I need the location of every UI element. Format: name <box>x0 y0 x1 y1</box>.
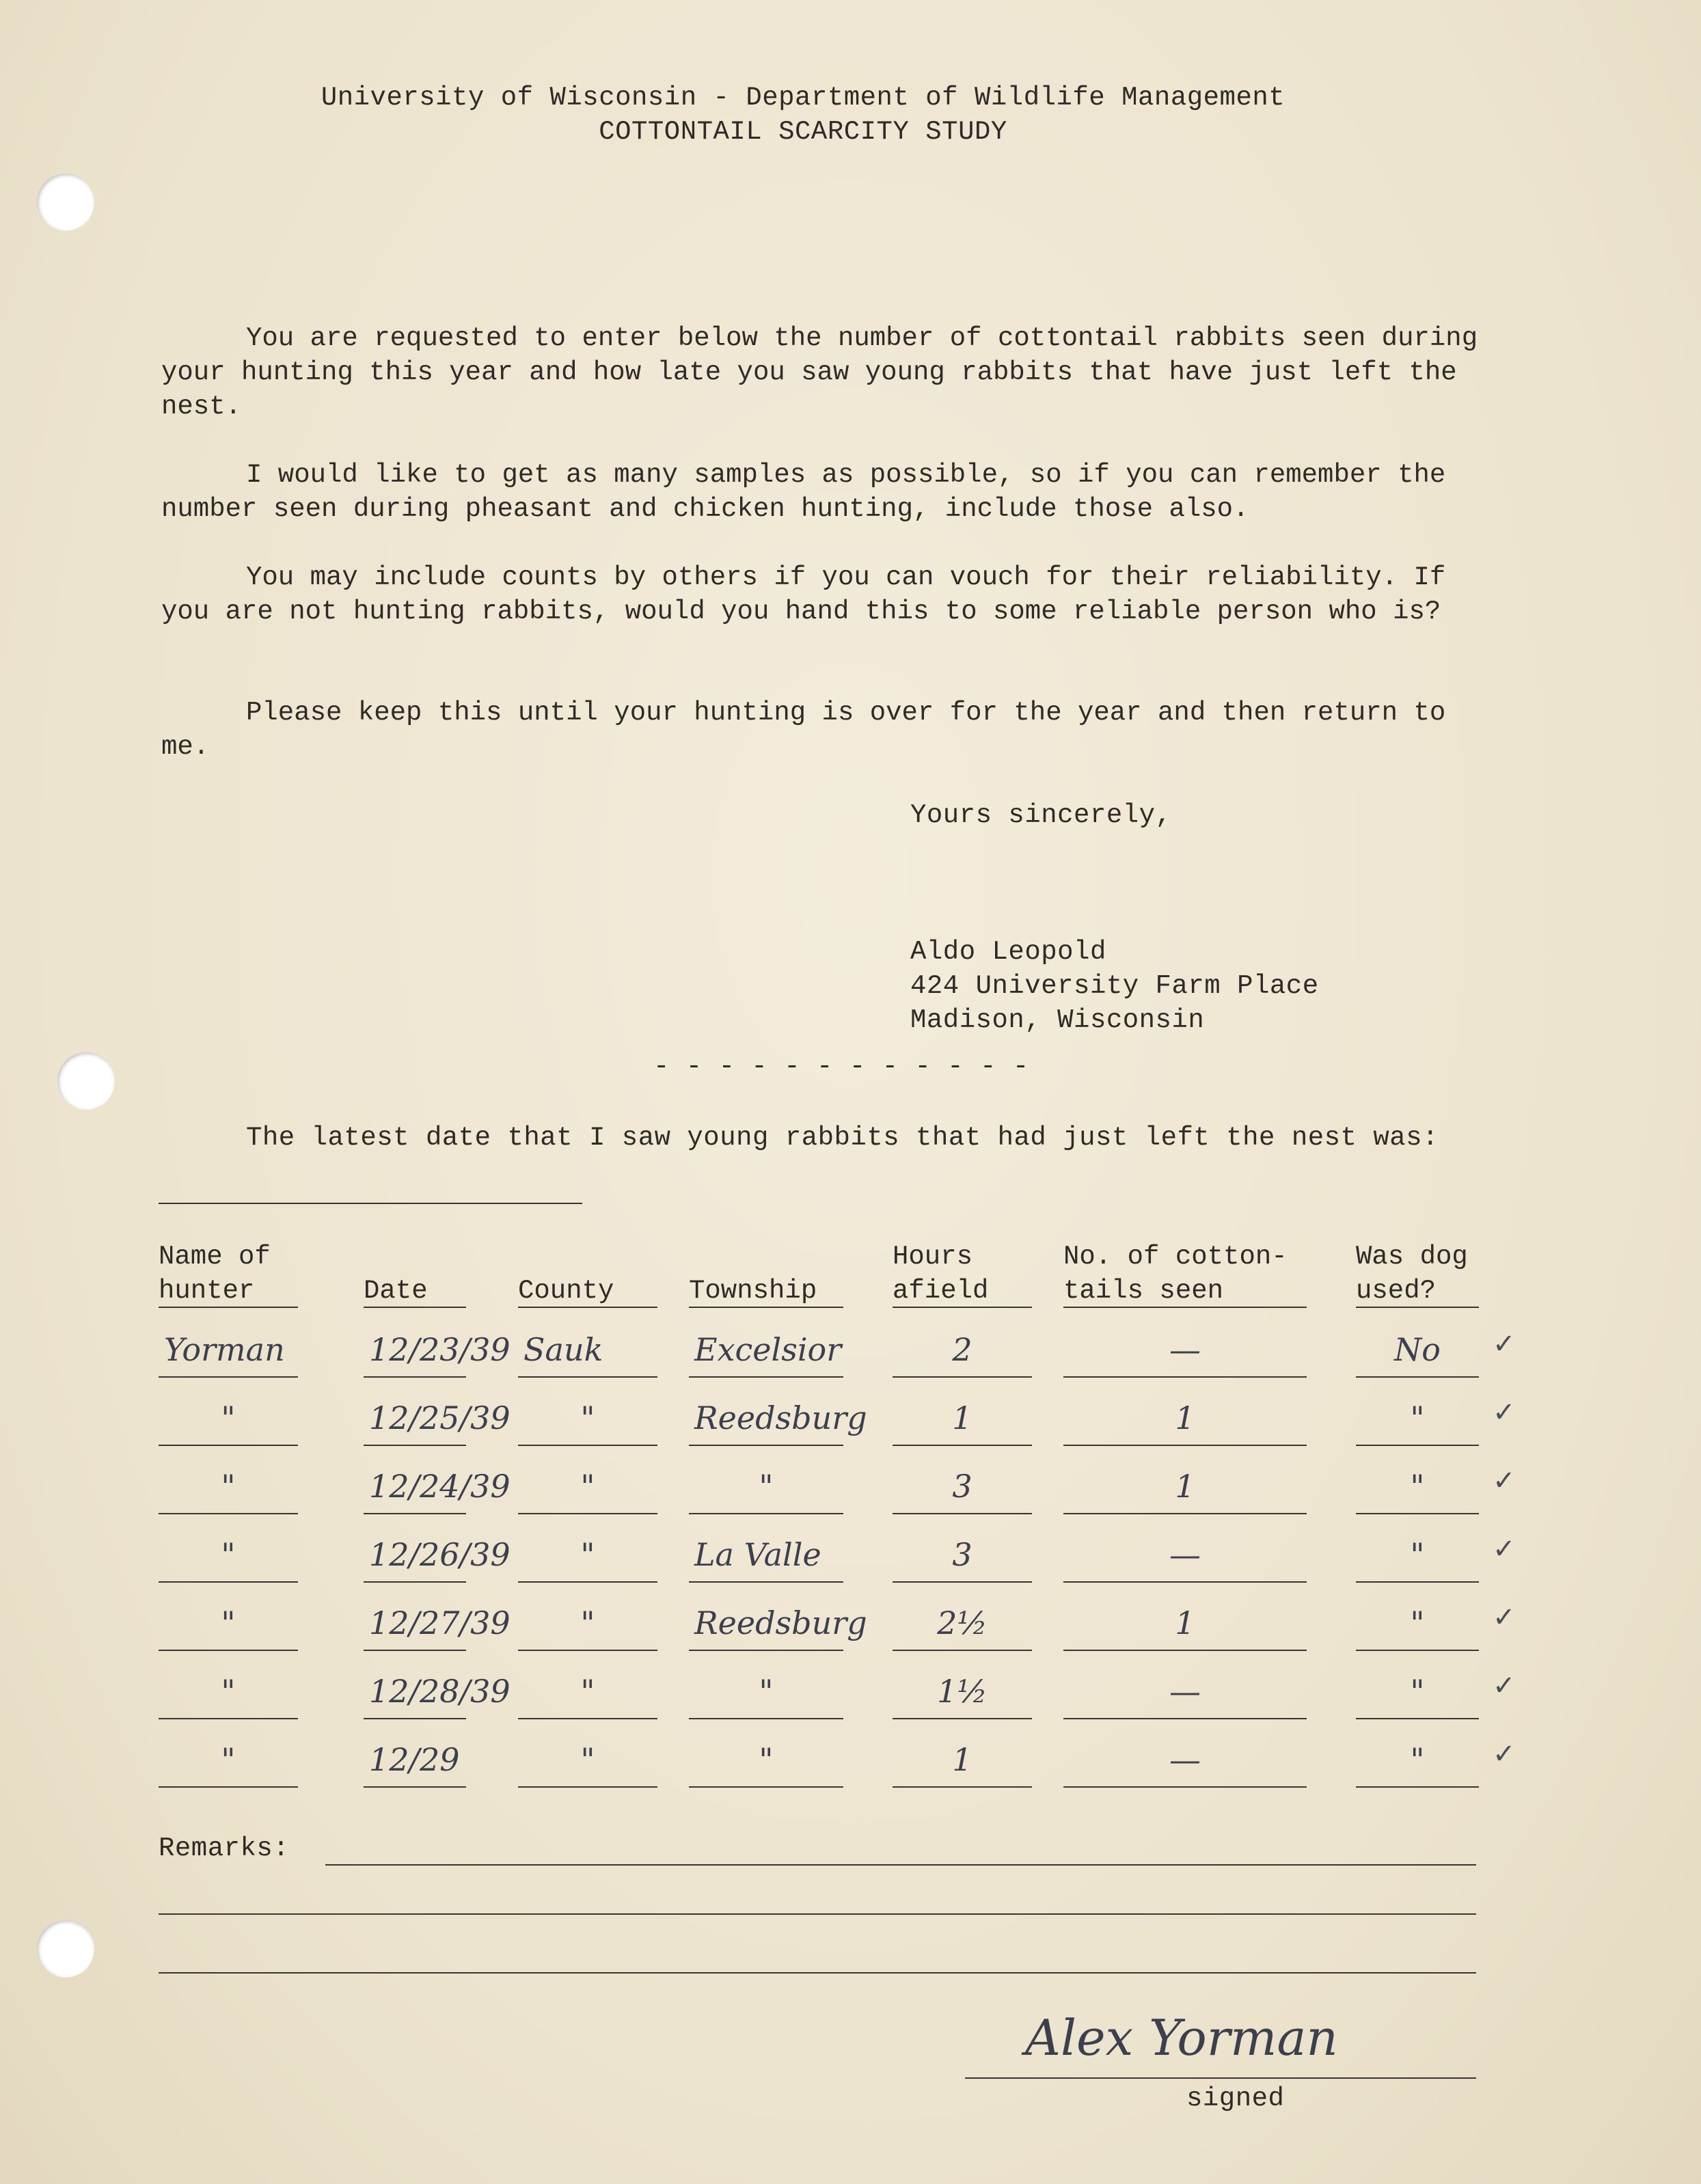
row-line[interactable] <box>689 1786 843 1788</box>
letter-paragraph-1: You are requested to enter below the number of cottontail rabbits seen during your hunting this year and how late you saw young rabbits that have just left the nest. <box>161 323 1478 422</box>
row-line[interactable] <box>1063 1650 1307 1651</box>
letter-paragraph-2: I would like to get as many samples as possible, so if you can remember the number seen during pheasant and chicken hunting, include those also. <box>161 460 1446 524</box>
row-line[interactable] <box>159 1445 298 1446</box>
col-header-dog: Was dog used? <box>1356 1242 1468 1306</box>
signed-label: signed <box>1186 2084 1285 2114</box>
cell-cottontails-seen: 1 <box>1175 1468 1195 1505</box>
col-header-hours: Hours afield <box>893 1242 989 1306</box>
cell-cottontails-seen: 1 <box>1175 1400 1195 1436</box>
cell-township: Excelsior <box>694 1331 842 1368</box>
cell-date: 12/25/39 <box>369 1400 511 1436</box>
row-line[interactable] <box>689 1445 843 1446</box>
cell-county: " <box>580 1741 595 1778</box>
row-line[interactable] <box>893 1445 1032 1446</box>
row-line[interactable] <box>364 1581 466 1583</box>
cell-county: Sauk <box>523 1331 603 1368</box>
cell-hunter-name: " <box>221 1673 236 1710</box>
cell-hours-afield: 2 <box>952 1331 972 1368</box>
letter-paragraph-3: You may include counts by others if you can vouch for their reliability. If you are not hunting rabbits, would you hand this to some reliable person who is? <box>161 562 1446 627</box>
row-line[interactable] <box>689 1650 843 1651</box>
row-line[interactable] <box>159 1718 298 1719</box>
row-line[interactable] <box>518 1445 657 1446</box>
cell-dog-used: " <box>1410 1605 1425 1641</box>
row-line[interactable] <box>1356 1650 1479 1651</box>
row-line[interactable] <box>689 1513 843 1514</box>
row-line[interactable] <box>364 1718 466 1719</box>
cell-hours-afield: 3 <box>952 1468 972 1505</box>
punch-hole-top <box>37 174 94 231</box>
row-line[interactable] <box>1356 1581 1479 1583</box>
cell-township: " <box>759 1673 774 1710</box>
cell-hunter-name: " <box>221 1741 236 1778</box>
cell-township: " <box>759 1468 774 1505</box>
tally-check-icon: ✓ <box>1493 1738 1516 1770</box>
row-line[interactable] <box>1356 1445 1479 1446</box>
row-line[interactable] <box>364 1445 466 1446</box>
cell-county: " <box>580 1673 595 1710</box>
cell-dog-used: No <box>1394 1331 1441 1368</box>
col-header-cottontails: No. of cotton- tails seen <box>1063 1242 1288 1306</box>
tally-check-icon: ✓ <box>1493 1465 1516 1497</box>
col-header-township: Township <box>689 1276 817 1306</box>
study-title: COTTONTAIL SCARCITY STUDY <box>599 117 1007 147</box>
signer-name: Aldo Leopold <box>910 937 1106 967</box>
row-line[interactable] <box>159 1786 298 1788</box>
cell-township: " <box>759 1741 774 1778</box>
cell-hours-afield: 3 <box>952 1536 972 1573</box>
cell-hunter-name: " <box>221 1400 236 1436</box>
row-line[interactable] <box>518 1786 657 1788</box>
tally-check-icon: ✓ <box>1493 1602 1516 1633</box>
row-line[interactable] <box>518 1581 657 1583</box>
latest-date-prompt: The latest date that I saw young rabbits that had just left the nest was: <box>246 1123 1439 1153</box>
cell-cottontails-seen: — <box>1169 1536 1201 1573</box>
row-line[interactable] <box>518 1376 657 1378</box>
row-line[interactable] <box>364 1513 466 1514</box>
row-line[interactable] <box>1063 1581 1307 1583</box>
cell-dog-used: " <box>1410 1673 1425 1710</box>
cell-dog-used: " <box>1410 1400 1425 1436</box>
header-underline <box>1063 1307 1307 1308</box>
cell-hunter-name: " <box>221 1536 236 1573</box>
col-header-county: County <box>518 1276 614 1306</box>
signer-address-line2: Madison, Wisconsin <box>910 1005 1205 1035</box>
row-line[interactable] <box>159 1650 298 1651</box>
row-line[interactable] <box>1356 1718 1479 1719</box>
row-line[interactable] <box>893 1581 1032 1583</box>
cell-hours-afield: 1½ <box>937 1673 988 1710</box>
header-underline <box>689 1307 843 1308</box>
cell-date: 12/23/39 <box>369 1331 511 1368</box>
signature-line[interactable] <box>965 2077 1476 2079</box>
row-line[interactable] <box>1063 1445 1307 1446</box>
letter-closing: Yours sincerely, <box>910 800 1172 830</box>
cell-date: 12/28/39 <box>369 1673 511 1710</box>
cell-township: Reedsburg <box>694 1605 867 1641</box>
row-line[interactable] <box>1063 1718 1307 1719</box>
row-line[interactable] <box>518 1718 657 1719</box>
remarks-label: Remarks: <box>159 1833 290 1864</box>
punch-hole-bottom <box>37 1920 94 1978</box>
row-line[interactable] <box>1063 1376 1307 1378</box>
cell-hours-afield: 2½ <box>937 1605 988 1641</box>
cell-township: Reedsburg <box>694 1400 867 1436</box>
row-line[interactable] <box>893 1376 1032 1378</box>
row-line[interactable] <box>1063 1513 1307 1514</box>
tally-check-icon: ✓ <box>1493 1328 1516 1360</box>
row-line[interactable] <box>159 1581 298 1583</box>
row-line[interactable] <box>364 1650 466 1651</box>
latest-date-field[interactable] <box>159 1203 582 1204</box>
row-line[interactable] <box>893 1718 1032 1719</box>
cell-hours-afield: 1 <box>952 1741 972 1778</box>
section-divider: - - - - - - - - - - - - <box>653 1052 1029 1082</box>
row-line[interactable] <box>1356 1786 1479 1788</box>
tally-check-icon: ✓ <box>1493 1533 1516 1565</box>
col-header-date: Date <box>364 1276 428 1306</box>
cell-township: La Valle <box>694 1536 821 1573</box>
cell-hunter-name: Yorman <box>164 1331 285 1368</box>
remarks-line-2[interactable] <box>159 1913 1476 1915</box>
row-line[interactable] <box>893 1786 1032 1788</box>
header-underline <box>1356 1307 1479 1308</box>
cell-county: " <box>580 1468 595 1505</box>
header-underline <box>364 1307 466 1308</box>
cell-hours-afield: 1 <box>952 1400 972 1436</box>
hunter-signature: Alex Yorman <box>1025 2009 1338 2066</box>
cell-cottontails-seen: — <box>1169 1331 1201 1368</box>
remarks-line-3[interactable] <box>159 1972 1476 1974</box>
cell-date: 12/29 <box>369 1741 460 1778</box>
punch-hole-middle <box>57 1052 115 1110</box>
row-line[interactable] <box>1356 1376 1479 1378</box>
col-header-name: Name of hunter <box>159 1242 271 1306</box>
row-line[interactable] <box>689 1581 843 1583</box>
institution-heading: University of Wisconsin - Department of Wildlife Management <box>321 83 1285 113</box>
tally-check-icon: ✓ <box>1493 1670 1516 1702</box>
row-line[interactable] <box>1063 1786 1307 1788</box>
row-line[interactable] <box>518 1513 657 1514</box>
cell-cottontails-seen: — <box>1169 1741 1201 1778</box>
letter-paragraph-4: Please keep this until your hunting is over for the year and then return to me. <box>161 698 1446 762</box>
cell-county: " <box>580 1536 595 1573</box>
row-line[interactable] <box>689 1718 843 1719</box>
row-line[interactable] <box>893 1513 1032 1514</box>
cell-county: " <box>580 1605 595 1641</box>
cell-dog-used: " <box>1410 1468 1425 1505</box>
cell-date: 12/26/39 <box>369 1536 511 1573</box>
cell-hunter-name: " <box>221 1468 236 1505</box>
cell-county: " <box>580 1400 595 1436</box>
tally-check-icon: ✓ <box>1493 1397 1516 1428</box>
row-line[interactable] <box>893 1650 1032 1651</box>
cell-dog-used: " <box>1410 1536 1425 1573</box>
row-line[interactable] <box>1356 1513 1479 1514</box>
cell-cottontails-seen: 1 <box>1175 1605 1195 1641</box>
cell-hunter-name: " <box>221 1605 236 1641</box>
row-line[interactable] <box>159 1376 298 1378</box>
header-underline <box>518 1307 657 1308</box>
row-line[interactable] <box>518 1650 657 1651</box>
cell-date: 12/27/39 <box>369 1605 511 1641</box>
cell-date: 12/24/39 <box>369 1468 511 1505</box>
header-underline <box>159 1307 298 1308</box>
row-line[interactable] <box>689 1376 843 1378</box>
row-line[interactable] <box>364 1376 466 1378</box>
header-underline <box>893 1307 1032 1308</box>
cell-cottontails-seen: — <box>1169 1673 1201 1710</box>
cell-dog-used: " <box>1410 1741 1425 1778</box>
remarks-line-1[interactable] <box>325 1864 1476 1866</box>
signer-address-line1: 424 University Farm Place <box>910 971 1319 1001</box>
row-line[interactable] <box>364 1786 466 1788</box>
row-line[interactable] <box>159 1513 298 1514</box>
